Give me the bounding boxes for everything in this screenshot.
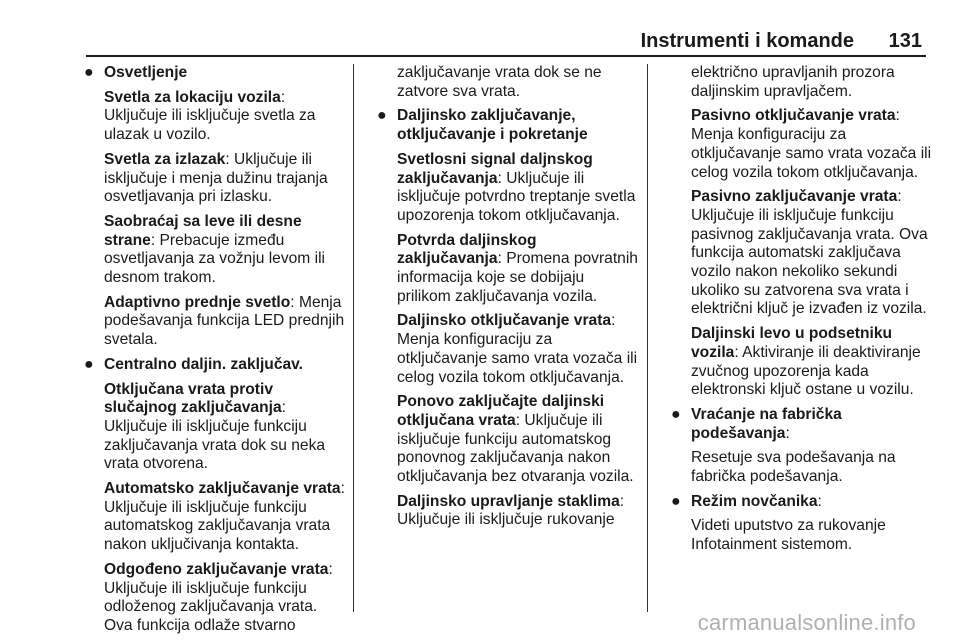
paragraph [104,294,350,350]
description: : Menja podešavanja funkcija LED prednjih svetala. [104,293,345,349]
bullet-icon: ● [377,107,387,125]
term: Automatsko zaključavanje vrata [104,480,341,498]
bullet-title: Daljinsko zaključavanje, otključavanje i pokretanje [397,107,588,144]
column-divider [353,64,354,612]
description: : Uključuje ili isključuje funkciju pasivnog zaključavanja vrata. Ova funkcija automatski zaključava vozilo nakon nekoliko sekundi ukoliko su zatvorena sva vrata i električni ključ je izvađen iz vozila. [691,188,928,318]
paragraph [397,312,641,387]
section-title: Instrumenti i komande [640,30,854,52]
bullet-title-suffix: : [817,492,822,510]
bullet-title-suffix: : [785,424,790,442]
description: : Menja konfiguraciju za otključavanje samo vrata vozača ili celog vozila tokom otključavanja. [397,312,638,386]
paragraph [104,89,350,145]
paragraph [104,480,350,555]
paragraph [397,151,641,226]
column-3 [667,64,932,561]
term: Svetla za lokaciju vozila [104,88,281,106]
paragraph: električno upravljanih prozora daljinskim upravljačem. [691,64,895,100]
watermark: carmanualsonline.info [697,610,916,635]
paragraph [691,325,932,400]
bullet-icon: ● [84,64,94,81]
paragraph [397,393,641,487]
paragraph [397,232,641,307]
term: Otključana vrata protiv slučajnog zaključavanja [104,380,282,417]
paragraph [104,381,350,475]
paragraph: zaključavanje vrata dok se ne zatvore sva vrata. [397,64,602,100]
description: : Uključuje ili isključuje funkciju automatskog zaključavanja vrata nakon uključivanja kontakta. [104,480,345,554]
description: : Uključuje ili isključuje i menja dužinu trajanja osvetljavanja pri izlasku. [104,150,328,206]
term: Svetlosni signal daljnskog zaključavanja [397,150,593,187]
bullet-icon: ● [671,405,681,423]
term: Daljinsko upravljanje staklima [397,492,620,510]
paragraph [397,493,641,530]
bullet-icon: ● [84,355,94,373]
paragraph: Resetuje sva podešavanja na fabrička podešavanja. [691,449,896,486]
bullet-item [667,493,932,512]
term: Daljinski levo u podsetniku vozila [691,325,893,361]
term: Pasivno otključavanje vrata [691,107,896,125]
description: : Menja konfiguraciju za otključavanje samo vrata vozača ili celog vozila tokom otključavanja. [691,107,932,181]
page-header [0,0,960,50]
term: Daljinsko otključavanje vrata [397,312,612,330]
header-rule [86,55,926,57]
paragraph [104,151,350,207]
paragraph [104,213,350,288]
description: : Aktiviranje ili deaktiviranje zvučnog upozorenja kada elektronski ključ ostane u vozilu. [691,343,921,399]
bullet-title: Osvetljenje [104,64,188,81]
term: Saobraćaj sa leve ili desne strane [104,212,302,249]
description: : Uključuje ili isključuje funkciju automatskog ponovnog zaključavanja nakon otključavanja bez otvaranja vozila. [397,411,634,486]
description: : Prebacuje između osvetljavanja za vožnju levom ili desnom trakom. [104,231,326,287]
paragraph [691,107,932,182]
description: : Promena povratnih informacija koje se dobijaju prilikom zaključavanja vozila. [397,250,638,305]
bullet-title: Centralno daljin. zaključav. [104,355,304,373]
bullet-title: Režim novčanika [691,492,818,510]
bullet-item [80,356,350,375]
bullet-icon: ● [671,492,681,510]
paragraph [104,561,350,636]
bullet-item [667,406,932,443]
column-2 [373,64,641,536]
description: : Uključuje ili isključuje rukovanje [397,492,625,529]
paragraph: Videti uputstvo za rukovanje Infotainment sistemom. [691,517,886,554]
description: : Uključuje ili isključuje funkciju zaključavanja vrata dok su neka vrata otvorena. [104,399,326,473]
paragraph [691,188,932,319]
term: Adaptivno prednje svetlo [104,293,291,311]
bullet-title: Vraćanje na fabrička podešavanja [691,405,842,442]
bullet-item [80,64,350,83]
bullet-item [373,107,641,144]
column-1 [80,64,350,642]
term: Potvrda daljinskog zaključavanja [397,231,537,268]
description: : Uključuje ili isključuje potvrdno treptanje svetla upozorenja tokom otključavanja. [397,169,636,224]
description: : Uključuje ili isključuje funkciju odloženog zaključavanja vrata. Ova funkcija odlaže stvarno [104,560,333,634]
term: Svetla za izlazak [104,150,226,168]
page-number: 131 [888,30,922,52]
column-divider [647,64,648,612]
term: Ponovo zaključajte daljinski otključana vrata [397,393,605,429]
term: Odgođeno zaključavanje vrata [104,560,329,578]
term: Pasivno zaključavanje vrata [691,188,898,206]
description: : Uključuje ili isključuje svetla za ulazak u vozilo. [104,88,316,144]
